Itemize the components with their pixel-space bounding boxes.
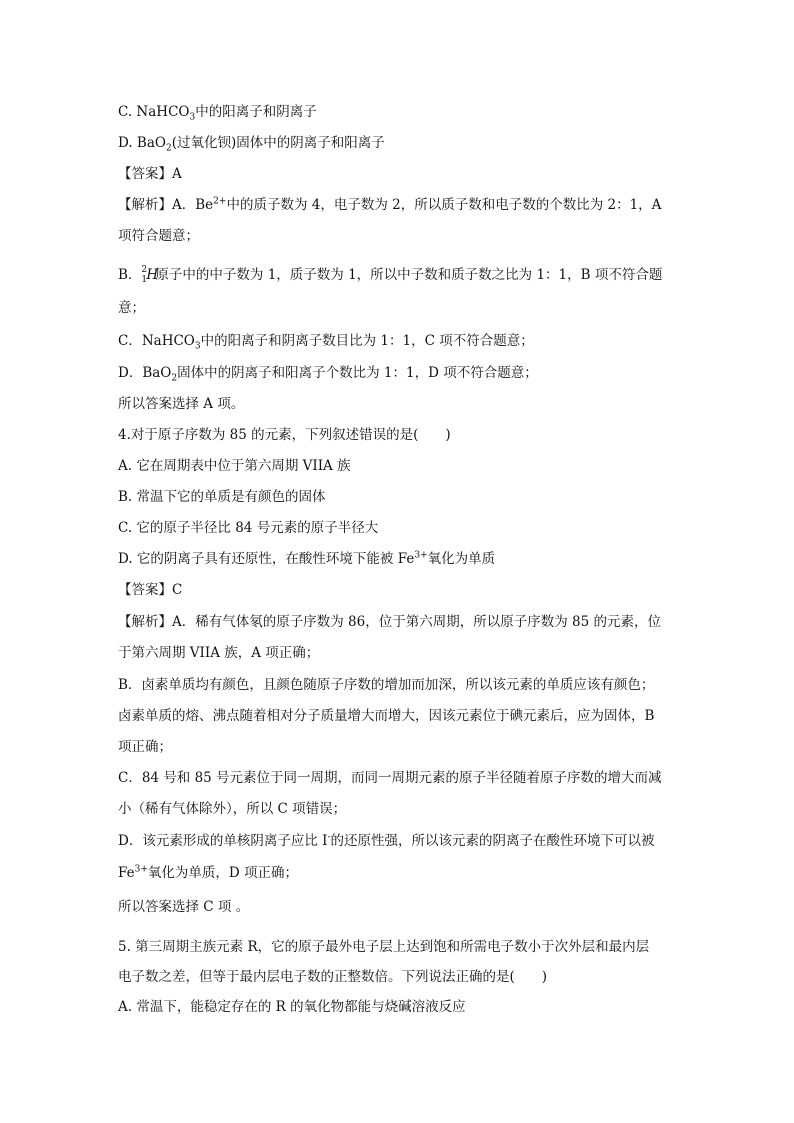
text-run: B． (118, 267, 142, 283)
text-run: 的还原性强，所以该元素的阴离子在酸性环境下可以被 (330, 833, 655, 849)
text-run: 氧化为单质，D 项正确； (147, 865, 299, 881)
q3-conclusion: 所以答案选择 A 项。 (118, 396, 245, 412)
q5-stem: 5. 第三周期主族元素 R，它的原子最外电子层上达到饱和所需电子数小于次外层和最内层 (118, 939, 650, 955)
q4-explanation-c-cont: 小（稀有气体除外），所以 C 项错误； (118, 801, 347, 817)
isotope-symbol (141, 265, 159, 285)
q4-option-b: B. 常温下它的单质是有颜色的固体 (118, 489, 326, 505)
superscript: 3+ (134, 864, 148, 875)
text-run: D．该元素形成的单核阴离子应比 I (118, 833, 328, 849)
q4-explanation-a: 【解析】A．稀有气体氡的原子序数为 86，位于第六周期，所以原子序数为 85 的元素，位 (118, 614, 661, 630)
q4-explanation-b-cont: 卤素单质的熔、沸点随着相对分子质量增大而增大，因该元素位于碘元素后，应为固体，B (118, 708, 655, 724)
q3-explanation-d (118, 364, 688, 382)
subscript: 3 (194, 341, 201, 352)
q4-explanation-c: C．84 号和 85 号元素位于同一周期，而同一周期元素的原子半径随着原子序数的增大而减 (118, 770, 662, 786)
q3-option-c (118, 103, 688, 121)
subscript: 3 (189, 112, 196, 123)
q4-explanation-d-cont (118, 864, 688, 882)
superscript: - (327, 832, 331, 843)
isotope-element: H (146, 267, 159, 283)
subscript: 2 (165, 143, 172, 154)
q5-option-a: A. 常温下，能稳定存在的 R 的氧化物都能与烧碱溶液反应 (118, 999, 466, 1015)
text-run: D. BaO (118, 135, 166, 151)
text-run: C. NaHCO (118, 104, 190, 120)
isotope-mass: 2 (141, 265, 148, 275)
text-run: 中的阳离子和阴离子 (195, 104, 317, 120)
text-run: (过氧化钡)固体中的阴离子和阳离子 (171, 135, 385, 151)
subscript: 2 (171, 373, 178, 384)
q3-explanation-b (118, 266, 688, 284)
q3-explanation-b-cont: 意； (118, 300, 145, 316)
q3-answer: 【答案】A (118, 166, 182, 182)
q4-conclusion: 所以答案选择 C 项 。 (118, 899, 250, 915)
isotope-number: 1 (141, 275, 148, 285)
text-run: 中的阳离子和阴离子数目比为 1：1，C 项不符合题意； (200, 333, 534, 349)
q4-explanation-b-cont2: 项正确； (118, 739, 172, 755)
superscript: 3+ (414, 550, 428, 561)
q3-option-d (118, 134, 688, 152)
text-run: 【解析】A．Be (118, 197, 214, 213)
q4-explanation-d (118, 832, 688, 850)
q4-option-c: C. 它的原子半径比 84 号元素的原子半径大 (118, 520, 379, 536)
text-run: Fe (118, 865, 135, 881)
text-run: 中的质子数为 4，电子数为 2，所以质子数和电子数的个数比为 2：1，A (226, 197, 662, 213)
text-run: 氧化为单质 (427, 551, 496, 567)
q3-explanation-c (118, 332, 688, 350)
q4-explanation-a-cont: 于第六周期 VIIA 族，A 项正确； (118, 645, 320, 661)
q4-explanation-b: B．卤素单质均有颜色，且颜色随原子序数的增加而加深，所以该元素的单质应该有颜色； (118, 677, 655, 693)
q3-explanation-a-cont: 项符合题意； (118, 228, 199, 244)
q4-option-a: A. 它在周期表中位于第六周期 VIIA 族 (118, 458, 351, 474)
q3-explanation-a (118, 196, 688, 214)
text-run: D. 它的阴离子具有还原性，在酸性环境下能被 Fe (118, 551, 415, 567)
q5-stem-cont: 电子数之差，但等于最内层电子数的正整数倍。下列说法正确的是( ) (118, 969, 548, 985)
superscript: 2+ (213, 196, 227, 207)
q4-answer: 【答案】C (118, 582, 183, 598)
text-run: D．BaO (118, 365, 172, 381)
text-run: 原子中的中子数为 1，质子数为 1，所以中子数和质子数之比为 1：1，B 项不符合题 (155, 267, 663, 283)
q4-option-d (118, 550, 688, 568)
q4-stem: 4.对于原子序数为 85 的元素，下列叙述错误的是( ) (118, 427, 451, 443)
text-run: 固体中的阴离子和阳离子个数比为 1：1，D 项不符合题意； (177, 365, 538, 381)
text-run: C．NaHCO (118, 333, 195, 349)
